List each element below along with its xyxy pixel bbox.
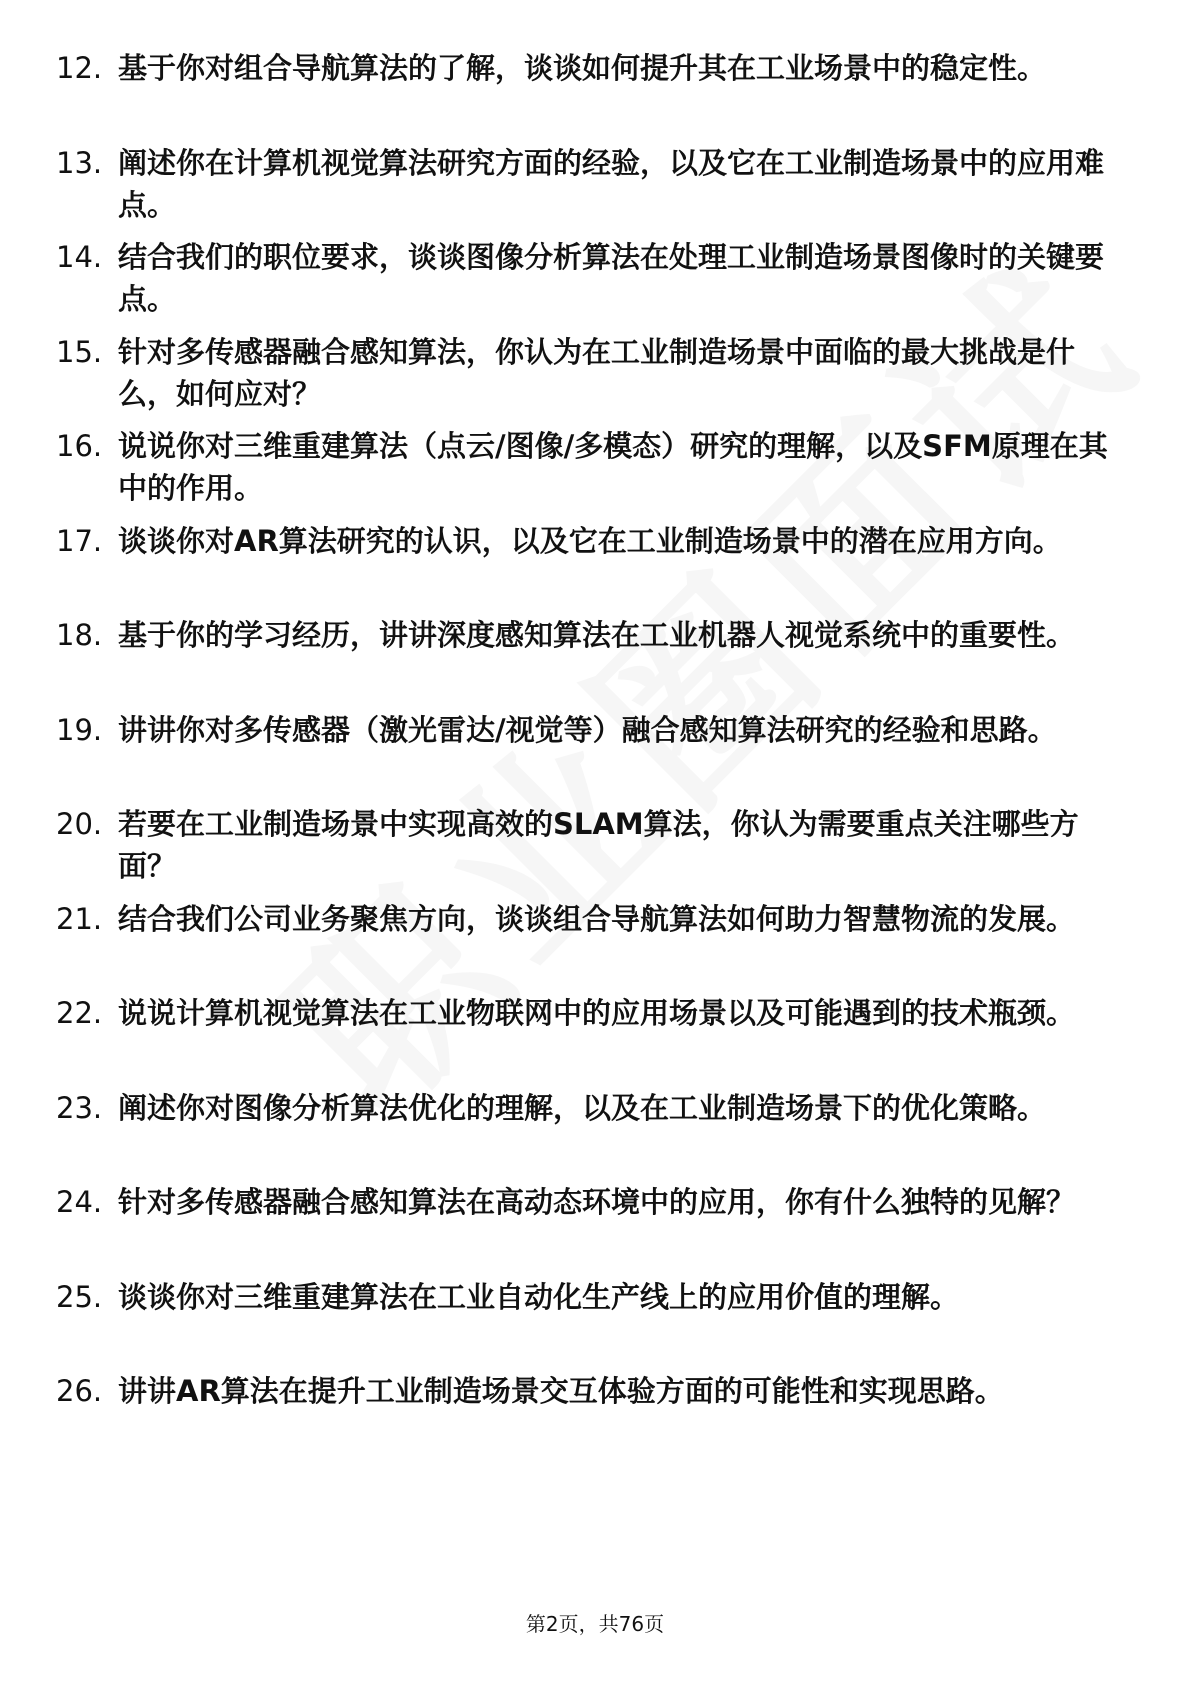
question-item (56, 709, 1136, 804)
question-item (56, 520, 1136, 615)
question-item (56, 331, 1136, 426)
question-number: 26. (56, 1374, 103, 1408)
question-text: 针对多传感器融合感知算法在高动态环境中的应用，你有什么独特的见解？ (118, 1185, 1076, 1219)
question-text: 基于你的学习经历，讲讲深度感知算法在工业机器人视觉系统中的重要性。 (118, 618, 1076, 652)
question-item (56, 1087, 1136, 1182)
question-number: 12. (56, 51, 103, 85)
question-text: 阐述你在计算机视觉算法研究方面的经验，以及它在工业制造场景中的应用难点。 (118, 145, 1105, 222)
question-item (56, 992, 1136, 1087)
question-text: 针对多传感器融合感知算法，你认为在工业制造场景中面临的最大挑战是什么，如何应对？ (118, 334, 1076, 411)
question-number: 22. (56, 996, 103, 1030)
question-text: 谈谈你对AR算法研究的认识，以及它在工业制造场景中的潜在应用方向。 (118, 523, 1062, 558)
question-item (56, 1181, 1136, 1276)
question-number: 25. (56, 1279, 103, 1314)
question-number: 14. (56, 240, 103, 274)
question-item (56, 898, 1136, 993)
question-text: 谈谈你对三维重建算法在工业自动化生产线上的应用价值的理解。 (118, 1279, 960, 1314)
question-number: 23. (56, 1090, 103, 1125)
question-text: 若要在工业制造场景中实现高效的SLAM算法，你认为需要重点关注哪些方面？ (118, 807, 1079, 883)
page-footer: 第2页，共76页 (525, 1612, 665, 1636)
question-text: 阐述你对图像分析算法优化的理解，以及在工业制造场景下的优化策略。 (118, 1090, 1047, 1125)
question-item (56, 1276, 1136, 1371)
question-text: 结合我们的职位要求，谈谈图像分析算法在处理工业制造场景图像时的关键要点。 (118, 240, 1105, 316)
question-number: 21. (56, 901, 103, 936)
question-text: 结合我们公司业务聚焦方向，谈谈组合导航算法如何助力智慧物流的发展。 (118, 901, 1076, 936)
question-number: 16. (56, 429, 103, 463)
question-number: 24. (56, 1185, 103, 1219)
question-item (56, 236, 1136, 331)
question-number: 13. (56, 145, 103, 180)
question-text: 讲讲你对多传感器（激光雷达/视觉等）融合感知算法研究的经验和思路。 (118, 712, 1057, 747)
question-number: 17. (56, 523, 103, 558)
question-text: 讲讲AR算法在提升工业制造场景交互体验方面的可能性和实现思路。 (118, 1374, 1004, 1408)
question-list (56, 47, 1136, 1465)
question-item (56, 803, 1136, 898)
question-text: 说说你对三维重建算法（点云/图像/多模态）研究的理解，以及SFM原理在其中的作用。 (118, 429, 1108, 505)
question-item (56, 614, 1136, 709)
question-number: 20. (56, 807, 103, 841)
question-number: 15. (56, 334, 103, 369)
question-text: 说说计算机视觉算法在工业物联网中的应用场景以及可能遇到的技术瓶颈。 (118, 996, 1076, 1030)
question-number: 18. (56, 618, 103, 652)
question-text: 基于你对组合导航算法的了解，谈谈如何提升其在工业场景中的稳定性。 (118, 51, 1047, 85)
question-number: 19. (56, 712, 103, 747)
question-item (56, 142, 1136, 237)
question-item (56, 47, 1136, 142)
question-item (56, 425, 1136, 520)
question-item (56, 1370, 1136, 1465)
